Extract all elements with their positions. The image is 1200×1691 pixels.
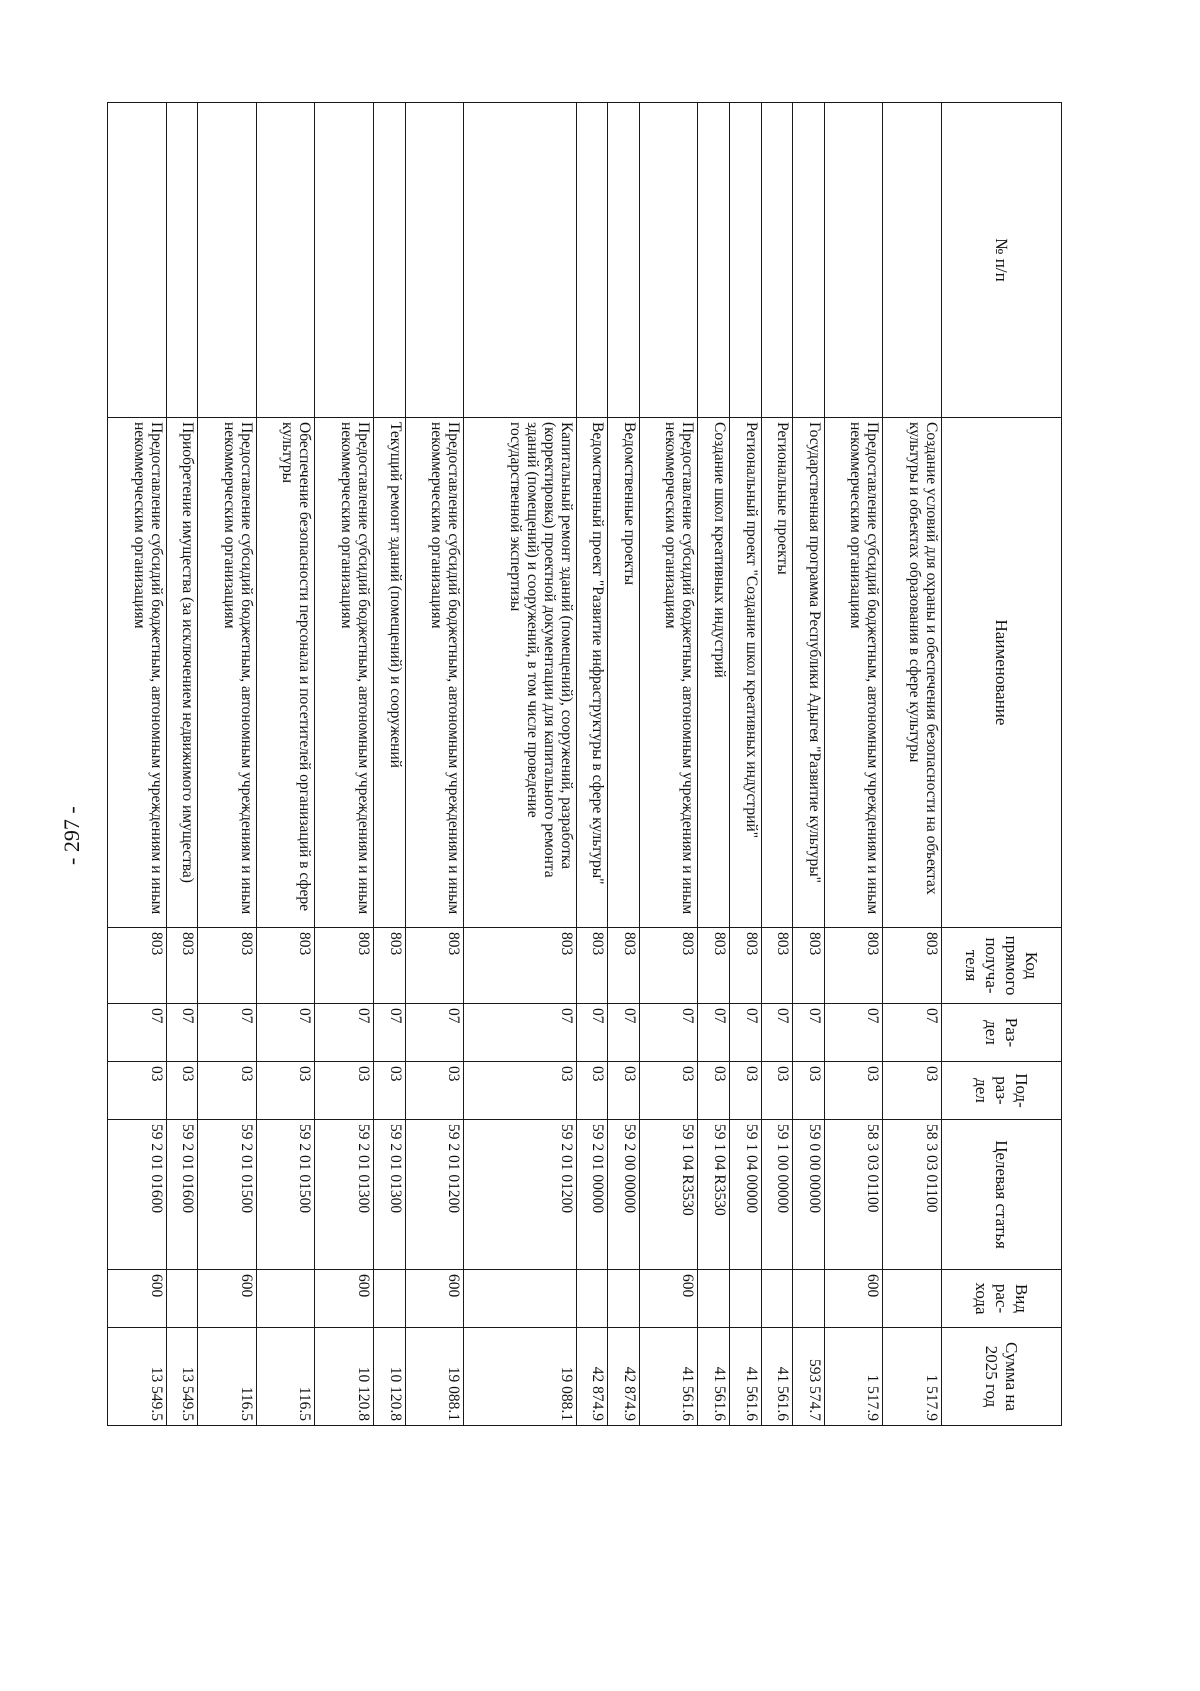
header-row-number: № п/п [942,103,1062,418]
sum-cell: 42 874.9 [576,1328,608,1426]
page-number: - 297 - [59,806,84,865]
budget-table [107,102,1062,1426]
expense-type-cell [608,1270,640,1328]
section-cell: 07 [608,1004,640,1062]
header-subsection: Под-раз-дел [942,1062,1062,1120]
row-number-cell [761,103,793,418]
target-article-cell: 59 1 04 R3530 [639,1120,698,1270]
expense-type-cell: 600 [315,1270,374,1328]
name-cell: Обеспечение безопасности персонала и посетителей организаций в сфере культуры [256,418,315,928]
recipient-code-cell: 803 [883,928,942,1004]
section-cell: 07 [639,1004,698,1062]
name-cell: Ведомственный проект "Развитие инфраструктуры в сфере культуры" [576,418,608,928]
table-row [639,103,698,1426]
header-expense-type: Вид рас-хода [942,1270,1062,1328]
subsection-cell: 03 [698,1062,730,1120]
header-name: Наименование [942,418,1062,928]
section-cell: 07 [464,1004,576,1062]
expense-type-cell [698,1270,730,1328]
name-cell: Региональные проекты [761,418,793,928]
name-cell: Создание школ креативных индустрий [698,418,730,928]
subsection-cell: 03 [639,1062,698,1120]
target-article-cell: 59 2 01 01300 [315,1120,374,1270]
section-cell: 07 [315,1004,374,1062]
row-number-cell [108,103,167,418]
name-cell: Предоставление субсидий бюджетным, автономным учреждениям и иным некоммерческим организациям [315,418,374,928]
name-cell: Государственная программа Республики Адыгея "Развитие культуры" [793,418,825,928]
name-cell: Приобретение имущества (за исключением недвижимого имущества) [166,418,198,928]
section-cell: 07 [166,1004,198,1062]
target-article-cell: 59 0 00 00000 [793,1120,825,1270]
table-row [405,103,464,1426]
sum-cell: 13 549.5 [108,1328,167,1426]
expense-type-cell [166,1270,198,1328]
row-number-cell [698,103,730,418]
expense-type-cell [761,1270,793,1328]
recipient-code-cell: 803 [729,928,761,1004]
recipient-code-cell: 803 [793,928,825,1004]
sum-cell: 41 561.6 [639,1328,698,1426]
target-article-cell: 59 2 01 01500 [198,1120,257,1270]
recipient-code-cell: 803 [639,928,698,1004]
table-row [729,103,761,1426]
section-cell: 07 [405,1004,464,1062]
table-row [824,103,883,1426]
subsection-cell: 03 [373,1062,405,1120]
table-row [108,103,167,1426]
row-number-cell [198,103,257,418]
sum-cell: 41 561.6 [698,1328,730,1426]
target-article-cell: 59 2 01 01200 [464,1120,576,1270]
target-article-cell: 59 1 00 00000 [761,1120,793,1270]
name-cell: Текущий ремонт зданий (помещений) и сооружений [373,418,405,928]
expense-type-cell [256,1270,315,1328]
sum-cell: 10 120.8 [373,1328,405,1426]
row-number-cell [608,103,640,418]
expense-type-cell [729,1270,761,1328]
subsection-cell: 03 [761,1062,793,1120]
subsection-cell: 03 [608,1062,640,1120]
section-cell: 07 [883,1004,942,1062]
subsection-cell: 03 [166,1062,198,1120]
table-row [373,103,405,1426]
expense-type-cell: 600 [108,1270,167,1328]
name-cell: Предоставление субсидий бюджетным, автономным учреждениям и иным некоммерческим организациям [198,418,257,928]
recipient-code-cell: 803 [824,928,883,1004]
recipient-code-cell: 803 [373,928,405,1004]
row-number-cell [373,103,405,418]
table-row [198,103,257,1426]
sum-cell: 41 561.6 [729,1328,761,1426]
sum-cell: 19 088.1 [405,1328,464,1426]
target-article-cell: 59 1 04 R3530 [698,1120,730,1270]
subsection-cell: 03 [824,1062,883,1120]
sum-cell: 593 574.7 [793,1328,825,1426]
table-row [315,103,374,1426]
name-cell: Создание условий для охраны и обеспечения безопасности на объектах культуры и объектах образования в сфере культуры [883,418,942,928]
expense-type-cell: 600 [824,1270,883,1328]
expense-type-cell [793,1270,825,1328]
sum-cell: 10 120.8 [315,1328,374,1426]
expense-type-cell: 600 [639,1270,698,1328]
budget-table-sheet [107,102,1062,1425]
expense-type-cell [464,1270,576,1328]
subsection-cell: 03 [198,1062,257,1120]
header-target-article: Целевая статья [942,1120,1062,1270]
recipient-code-cell: 803 [405,928,464,1004]
recipient-code-cell: 803 [464,928,576,1004]
table-row [698,103,730,1426]
subsection-cell: 03 [793,1062,825,1120]
target-article-cell: 59 2 01 01500 [256,1120,315,1270]
section-cell: 07 [256,1004,315,1062]
expense-type-cell: 600 [405,1270,464,1328]
section-cell: 07 [729,1004,761,1062]
table-row [761,103,793,1426]
row-number-cell [405,103,464,418]
row-number-cell [729,103,761,418]
expense-type-cell: 600 [198,1270,257,1328]
expense-type-cell [883,1270,942,1328]
name-cell: Предоставление субсидий бюджетным, автономным учреждениям и иным некоммерческим организациям [639,418,698,928]
subsection-cell: 03 [729,1062,761,1120]
row-number-cell [793,103,825,418]
header-section: Раз-дел [942,1004,1062,1062]
header-recipient-code: Код прямого получа-теля [942,928,1062,1004]
row-number-cell [824,103,883,418]
row-number-cell [576,103,608,418]
target-article-cell: 59 2 01 00000 [576,1120,608,1270]
sum-cell: 41 561.6 [761,1328,793,1426]
row-number-cell [464,103,576,418]
recipient-code-cell: 803 [166,928,198,1004]
sum-cell: 13 549.5 [166,1328,198,1426]
recipient-code-cell: 803 [108,928,167,1004]
target-article-cell: 59 1 04 00000 [729,1120,761,1270]
subsection-cell: 03 [315,1062,374,1120]
name-cell: Предоставление субсидий бюджетным, автономным учреждениям и иным некоммерческим организациям [824,418,883,928]
row-number-cell [883,103,942,418]
header-sum-2025: Сумма на 2025 год [942,1328,1062,1426]
recipient-code-cell: 803 [761,928,793,1004]
section-cell: 07 [198,1004,257,1062]
section-cell: 07 [108,1004,167,1062]
recipient-code-cell: 803 [256,928,315,1004]
target-article-cell: 59 2 01 01300 [373,1120,405,1270]
section-cell: 07 [761,1004,793,1062]
table-body [108,103,942,1426]
subsection-cell: 03 [576,1062,608,1120]
sum-cell: 1 517.9 [883,1328,942,1426]
section-cell: 07 [576,1004,608,1062]
recipient-code-cell: 803 [576,928,608,1004]
target-article-cell: 58 3 03 01100 [824,1120,883,1270]
sum-cell: 116.5 [256,1328,315,1426]
table-row [608,103,640,1426]
name-cell: Региональный проект "Создание школ креативных индустрий" [729,418,761,928]
recipient-code-cell: 803 [698,928,730,1004]
row-number-cell [256,103,315,418]
subsection-cell: 03 [256,1062,315,1120]
row-number-cell [166,103,198,418]
name-cell: Капитальный ремонт зданий (помещений), сооружений, разработка (корректировка) проектной документации для капитального ремонта зданий (помещений) и сооружений, в том числе проведение государственной экспертизы [464,418,576,928]
section-cell: 07 [793,1004,825,1062]
subsection-cell: 03 [883,1062,942,1120]
sum-cell: 19 088.1 [464,1328,576,1426]
sum-cell: 116.5 [198,1328,257,1426]
table-header-row [942,103,1062,1426]
name-cell: Предоставление субсидий бюджетным, автономным учреждениям и иным некоммерческим организациям [108,418,167,928]
name-cell: Предоставление субсидий бюджетным, автономным учреждениям и иным некоммерческим организациям [405,418,464,928]
table-row [576,103,608,1426]
recipient-code-cell: 803 [198,928,257,1004]
target-article-cell: 59 2 00 00000 [608,1120,640,1270]
expense-type-cell [576,1270,608,1328]
table-row [166,103,198,1426]
table-row [883,103,942,1426]
recipient-code-cell: 803 [315,928,374,1004]
table-row [464,103,576,1426]
subsection-cell: 03 [405,1062,464,1120]
table-row [793,103,825,1426]
target-article-cell: 59 2 01 01200 [405,1120,464,1270]
table-row [256,103,315,1426]
row-number-cell [315,103,374,418]
target-article-cell: 59 2 01 01600 [166,1120,198,1270]
expense-type-cell [373,1270,405,1328]
subsection-cell: 03 [464,1062,576,1120]
name-cell: Ведомственные проекты [608,418,640,928]
section-cell: 07 [373,1004,405,1062]
section-cell: 07 [824,1004,883,1062]
target-article-cell: 58 3 03 01100 [883,1120,942,1270]
subsection-cell: 03 [108,1062,167,1120]
sum-cell: 42 874.9 [608,1328,640,1426]
row-number-cell [639,103,698,418]
section-cell: 07 [698,1004,730,1062]
recipient-code-cell: 803 [608,928,640,1004]
target-article-cell: 59 2 01 01600 [108,1120,167,1270]
sum-cell: 1 517.9 [824,1328,883,1426]
